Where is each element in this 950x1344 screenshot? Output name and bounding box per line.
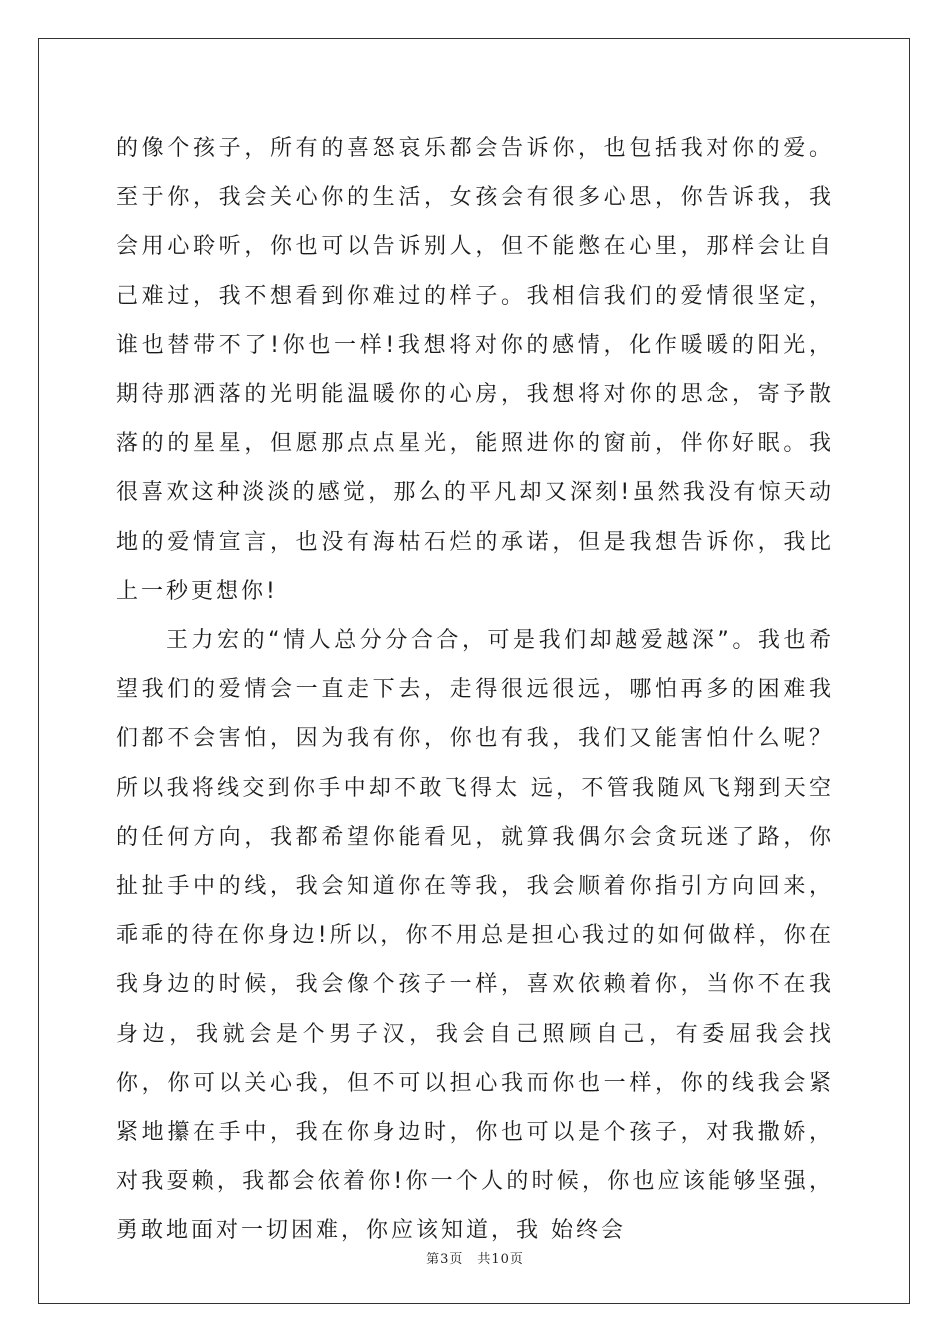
page-total: 共10页 <box>477 1252 524 1267</box>
page-footer <box>0 1248 950 1267</box>
page-number: 第3页 <box>426 1252 464 1267</box>
paragraph-2: 王力宏的“情人总分分合合，可是我们却越爱越深”。我也希望我们的爱情会一直走下去，走得很远很远，哪怕再多的困难我们都不会害怕，因为我有你，你也有我，我们又能害怕什么呢？所以我将线交到你手中却不敢飞得太 远，不管我随风飞翔到天空的任何方向，我都希望你能看见，就算我偶尔会贪玩迷了路，你扯扯手中的线，我会知道你在等我，我会顺着你指引方向回来，乖乖的待在你身边!所以，你不用总是担心我过的如何做样，你在我身边的时候，我会像个孩子一样，喜欢依赖着你，当你不在我身边，我就会是个男子汉，我会自己照顾自己，有委屈我会找你，你可以关心我，但不可以担心我而你也一样，你的线我会紧紧地攥在手中，我在你身边时，你也可以是个孩子，对我撒娇，对我耍赖，我都会依着你!你一个人的时候，你也应该能够坚强，勇敢地面对一切困难，你应该知道，我 始终会 <box>116 628 834 1244</box>
document-body <box>116 124 834 1256</box>
paragraph-1: 的像个孩子，所有的喜怒哀乐都会告诉你，也包括我对你的爱。至于你，我会关心你的生活，女孩会有很多心思，你告诉我，我会用心聆听，你也可以告诉别人，但不能憋在心里，那样会让自己难过，我不想看到你难过的样子。我相信我们的爱情很坚定，谁也替带不了!你也一样!我想将对你的感情，化作暖暖的阳光，期待那洒落的光明能温暖你的心房，我想将对你的思念，寄予散落的的星星，但愿那点点星光，能照进你的窗前，伴你好眠。我很喜欢这种淡淡的感觉，那么的平凡却又深刻!虽然我没有惊天动地的爱情宣言，也没有海枯石烂的承诺，但是我想告诉你，我比上一秒更想你! <box>116 136 834 604</box>
